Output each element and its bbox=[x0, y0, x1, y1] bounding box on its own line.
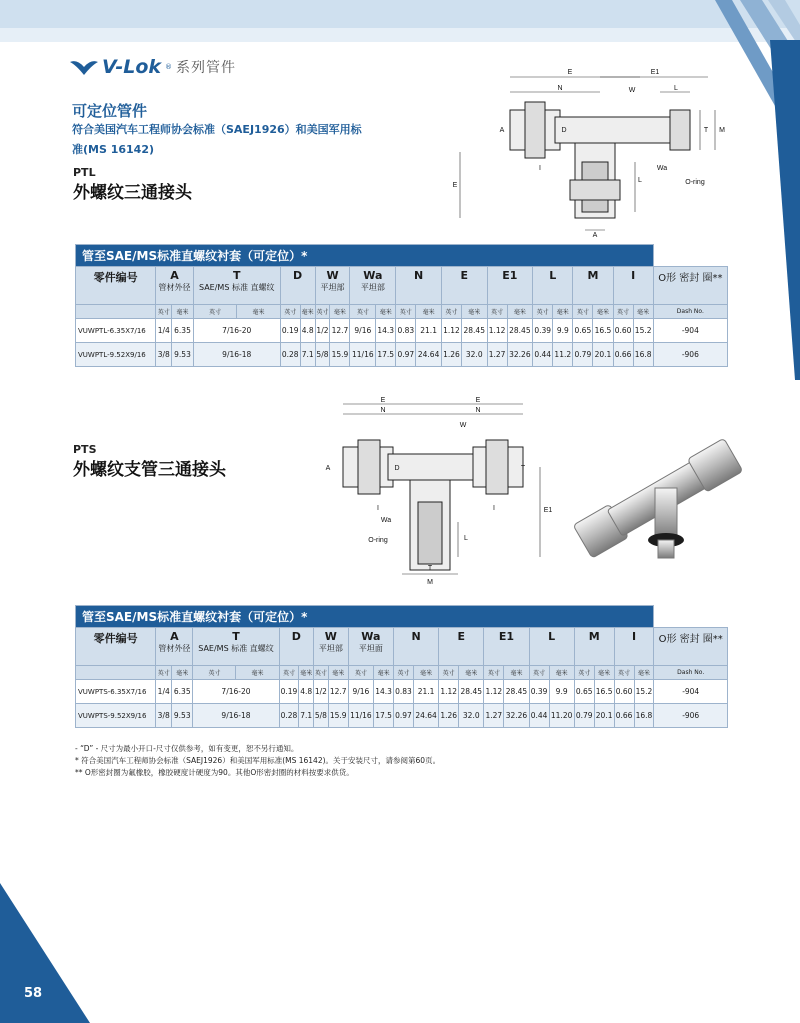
col-oring: O形 密封 圈** bbox=[653, 267, 727, 305]
table-row: VUWPTL-6.35X7/16 1/4 6.35 7/16-20 0.19 4.8 1/2 12.7 9/16 14.3 0.83 21.1 1.12 28.45 1.12 28.45 0.39 9.9 0.65 16.5 0.60 15.2 -904 bbox=[76, 319, 728, 343]
ptl-spec-table: 管至SAE/MS标准直螺纹衬套（可定位）* 零件编号 A 管材外径 T SAE/MS 标准 直螺纹 D W 平坦部 Wa 平坦部 N E E1 L M I O形 密封 圈** 英寸 毫米 英寸 毫米 英寸 毫米 英寸 毫米 英寸 毫米 英寸 毫米 英寸 毫米 英寸 毫米 英寸 毫米 英寸 毫米 英寸 毫米 Dash No. VUWPTL-6.35X7/16 1/4 6.35 7/16-20 0.19 4.8 1/2 12.7 9/16 14.3 0.83 21.1 1.12 28.45 1.12 28.45 0.39 9.9 0.65 16.5 0.60 15.2 -904 VUWPTL-9.52X9/16 3/8 9.53 9/16-18 0.28 7.1 5/8 15.9 11/16 17.5 0.97 24.64 1.26 32.0 1.27 32.26 0.44 11.2 0.79 20.1 0.66 16.8 -906 bbox=[75, 244, 728, 367]
col-t: T SAE/MS 标准 直螺纹 bbox=[193, 267, 280, 305]
col-e1: E1 bbox=[484, 628, 529, 666]
svg-text:I: I bbox=[493, 505, 495, 512]
brand-name: V-Lok bbox=[102, 56, 162, 78]
col-i: I bbox=[613, 267, 653, 305]
series-label: 系列管件 bbox=[176, 60, 237, 76]
svg-text:E: E bbox=[475, 397, 481, 404]
footnote: * 符合美国汽车工程师协会标准（SAEJ1926）和美国军用标准(MS 16142)。关于安装尺寸，请参阅第60页。 bbox=[75, 756, 441, 765]
svg-text:M: M bbox=[719, 127, 725, 134]
svg-text:L: L bbox=[638, 177, 642, 184]
svg-text:D: D bbox=[561, 127, 567, 134]
svg-text:A: A bbox=[499, 127, 505, 134]
svg-text:E: E bbox=[380, 397, 386, 404]
wing-logo-icon bbox=[70, 59, 98, 75]
svg-text:L: L bbox=[674, 85, 678, 92]
ptl-diagram bbox=[440, 62, 740, 240]
pts-product-photo bbox=[560, 418, 750, 568]
col-a: A 管材外径 bbox=[156, 267, 193, 305]
page-number: 58 bbox=[24, 986, 43, 1001]
svg-text:T: T bbox=[703, 127, 709, 134]
col-w: W 平坦部 bbox=[315, 267, 350, 305]
product-name-pts: 外螺纹支管三通接头 bbox=[73, 460, 226, 480]
svg-text:A: A bbox=[592, 232, 598, 239]
registered-mark: ® bbox=[165, 63, 173, 71]
col-i: I bbox=[614, 628, 654, 666]
svg-text:W: W bbox=[628, 87, 636, 94]
col-n: N bbox=[396, 267, 442, 305]
col-w: W 平坦部 bbox=[314, 628, 349, 666]
svg-text:T: T bbox=[520, 465, 526, 472]
table-row: VUWPTL-9.52X9/16 3/8 9.53 9/16-18 0.28 7.1 5/8 15.9 11/16 17.5 0.97 24.64 1.26 32.0 1.27 32.26 0.44 11.2 0.79 20.1 0.66 16.8 -906 bbox=[76, 343, 728, 367]
svg-text:N: N bbox=[475, 407, 481, 414]
svg-text:W: W bbox=[459, 422, 467, 429]
table-row: VUWPTS-9.52X9/16 3/8 9.53 9/16-18 0.28 7.1 5/8 15.9 11/16 17.5 0.97 24.64 1.26 32.0 1.27 32.26 0.44 11.20 0.79 20.1 0.66 16.8 -906 bbox=[76, 704, 728, 728]
product-name-ptl: 外螺纹三通接头 bbox=[73, 183, 192, 203]
table-caption: 管至SAE/MS标准直螺纹衬套（可定位）* bbox=[76, 606, 654, 628]
col-m: M bbox=[574, 628, 614, 666]
svg-text:I: I bbox=[539, 165, 541, 172]
svg-text:I: I bbox=[377, 505, 379, 512]
col-wa: Wa 平坦部 bbox=[350, 267, 396, 305]
col-n: N bbox=[394, 628, 439, 666]
top-band bbox=[0, 0, 800, 28]
col-e1: E1 bbox=[487, 267, 533, 305]
svg-text:O-ring: O-ring bbox=[368, 537, 388, 544]
svg-text:E: E bbox=[567, 69, 573, 76]
section-title: 可定位管件 bbox=[72, 102, 148, 120]
pts-spec-table: 管至SAE/MS标准直螺纹衬套（可定位）* 零件编号 A 管材外径 T SAE/MS 标准 直螺纹 D W 平坦部 Wa 平坦面 N E E1 L M I O形 密封 圈** 英寸 毫米 英寸 毫米 英寸 毫米 英寸 毫米 英寸 毫米 英寸 毫米 英寸 毫米 英寸 毫米 英寸 毫米 英寸 毫米 英寸 毫米 Dash No. VUWPTS-6.35X7/16 1/4 6.35 7/16-20 0.19 4.8 1/2 12.7 9/16 14.3 0.83 21.1 1.12 28.45 1.12 28.45 0.39 9.9 0.65 16.5 0.60 15.2 -904 VUWPTS-9.52X9/16 3/8 9.53 9/16-18 0.28 7.1 5/8 15.9 11/16 17.5 0.97 24.64 1.26 32.0 1.27 32.26 0.44 11.20 0.79 20.1 0.66 16.8 -906 bbox=[75, 605, 728, 728]
svg-text:L: L bbox=[464, 535, 468, 542]
col-m: M bbox=[573, 267, 613, 305]
svg-text:D: D bbox=[394, 465, 400, 472]
footnotes bbox=[75, 743, 440, 779]
svg-text:A: A bbox=[325, 465, 331, 472]
footnote: - “D” - 尺寸为最小开口-尺寸仅供参考，如有变更，恕不另行通知。 bbox=[75, 744, 299, 753]
svg-text:E1: E1 bbox=[543, 507, 553, 514]
col-l: L bbox=[529, 628, 574, 666]
svg-text:O-ring: O-ring bbox=[685, 179, 705, 186]
product-code-ptl: PTL bbox=[73, 166, 96, 179]
col-wa: Wa 平坦面 bbox=[348, 628, 393, 666]
pts-diagram bbox=[318, 392, 558, 588]
col-part: 零件编号 bbox=[76, 267, 156, 305]
corner-triangle bbox=[0, 883, 90, 1023]
table-row: VUWPTS-6.35X7/16 1/4 6.35 7/16-20 0.19 4.8 1/2 12.7 9/16 14.3 0.83 21.1 1.12 28.45 1.12 28.45 0.39 9.9 0.65 16.5 0.60 15.2 -904 bbox=[76, 680, 728, 704]
col-a: A 管材外径 bbox=[156, 628, 193, 666]
svg-text:N: N bbox=[380, 407, 386, 414]
top-band-lower bbox=[0, 28, 800, 42]
svg-text:N: N bbox=[557, 85, 563, 92]
footnote: ** O形密封圈为氟橡胶，橡胶硬度计硬度为90。其他O形密封圈的材料按要求供货。 bbox=[75, 768, 354, 777]
svg-text:M: M bbox=[427, 579, 433, 586]
svg-text:Wa: Wa bbox=[380, 517, 392, 524]
col-part: 零件编号 bbox=[76, 628, 156, 666]
svg-text:Wa: Wa bbox=[656, 165, 668, 172]
col-d: D bbox=[280, 267, 315, 305]
svg-text:E: E bbox=[452, 182, 458, 189]
col-d: D bbox=[279, 628, 314, 666]
svg-text:T: T bbox=[427, 565, 433, 572]
col-e: E bbox=[441, 267, 487, 305]
col-e: E bbox=[439, 628, 484, 666]
col-oring: O形 密封 圈** bbox=[654, 628, 728, 666]
col-l: L bbox=[533, 267, 573, 305]
product-code-pts: PTS bbox=[73, 443, 97, 456]
svg-text:E1: E1 bbox=[650, 69, 660, 76]
brand-logo bbox=[70, 56, 236, 78]
section-standard: 符合美国汽车工程师协会标准（SAEJ1926）和美国军用标准(MS 16142) bbox=[72, 123, 362, 156]
table-caption: 管至SAE/MS标准直螺纹衬套（可定位）* bbox=[76, 245, 654, 267]
col-t: T SAE/MS 标准 直螺纹 bbox=[193, 628, 279, 666]
